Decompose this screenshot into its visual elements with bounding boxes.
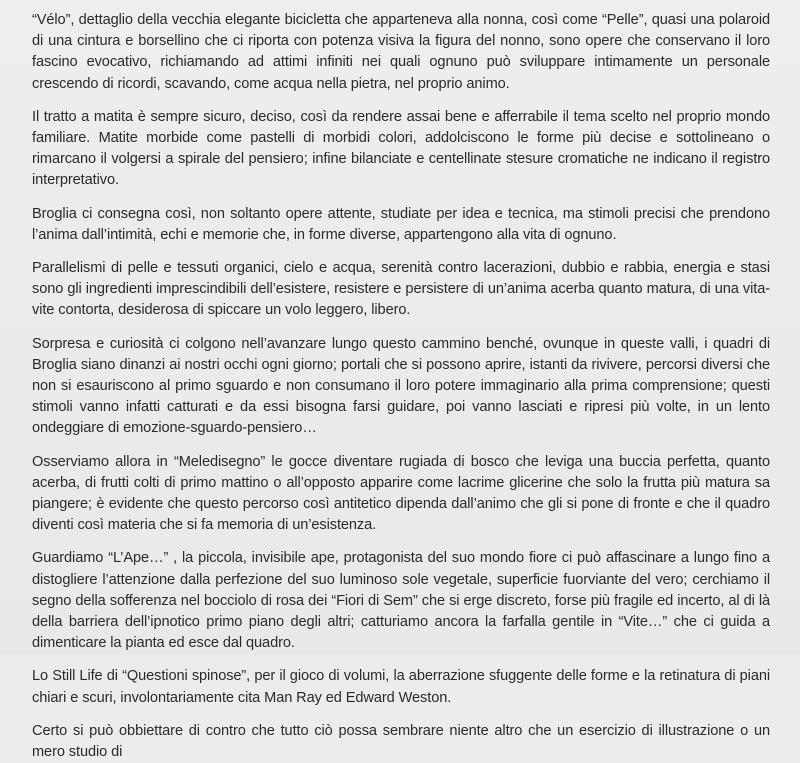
paragraph-parallelismi: Parallelismi di pelle e tessuti organici, cielo e acqua, serenità contro lacerazioni, dubbio e rabbia, energia e stasi sono gli ingredienti imprescindibili dell’esistere, resistere e persistere di un’anima acerba quanto matura, di una vita-vite contorta, desiderosa di spiccare un volo leggero, libero. bbox=[32, 260, 770, 319]
paragraph-velo-pelle: “Vélo”, dettaglio della vecchia elegante bicicletta che apparteneva alla nonna, così come “Pelle”, quasi una polaroid di una cintura e borsellino che ci riporta con potenza visiva la figura del nonno, sono opere che conservano il loro fascino evocativo, richiamando ad attimi infiniti nei quali ognuno può sviluppare intimamente un personale crescendo di ricordi, scavando, come acqua nella pietra, nel proprio animo. bbox=[32, 12, 770, 92]
paragraph-certo-obbiettare: Certo si può obbiettare di contro che tutto ciò possa sembrare niente altro che un esercizio di illustrazione o un mero studio di bbox=[32, 722, 770, 761]
article-body bbox=[32, 10, 770, 763]
paragraph-ape: Guardiamo “L’Ape…” , la piccola, invisibile ape, protagonista del suo mondo fiore ci può affascinare a lungo fino a distogliere l’attenzione dalla perfezione del suo luminoso sole vegetale, superficie fuorviante del vero; cerchiamo il segno della sofferenza nel bocciolo di rosa dei “Fiori di Sem” che si erge discreto, forse più fragile ed incerto, al di là della barriera dell’ipnotico primo piano degli altri; catturiamo ancora la farfalla gentile in “Vite…” che ci guida a dimenticare la pianta ed esce dal quadro. bbox=[32, 550, 770, 652]
paragraph-still-life: Lo Still Life di “Questioni spinose”, per il gioco di volumi, la aberrazione sfuggente delle forme e la retinatura di piani chiari e scuri, involontariamente cita Man Ray ed Edward Weston. bbox=[32, 668, 770, 706]
paragraph-sorpresa-curiosita: Sorpresa e curiosità ci colgono nell’avanzare lungo questo cammino benché, ovunque in queste valli, i quadri di Broglia siano dinanzi ai nostri occhi ogni giorno; portali che si possono aprire, istanti da rivivere, percorsi diversi che non si esauriscono al primo sguardo e non consumano il loro potere immaginario alla prima comprensione; questi stimoli vanno infatti catturati e da essi bisogna farsi guidare, poi vanno lasciati e ripresi più volte, in un lento ondeggiare di emozione-sguardo-pensiero… bbox=[32, 335, 770, 437]
paragraph-meledisegno: Osserviamo allora in “Meledisegno” le gocce diventare rugiada di bosco che leviga una buccia perfetta, quanto acerba, di frutti colti di primo mattino o all’opposto apparire come lacrime glicerine che solo la frutta più matura sa piangere; è evidente che questo percorso così antitetico dipenda dall’animo che gli si pone di fronte e che il quadro diventi così materia che si fa memoria di un’esistenza. bbox=[32, 453, 770, 534]
paragraph-broglia-consegna: Broglia ci consegna così, non soltanto opere attente, studiate per idea e tecnica, ma stimoli precisi che prendono l’anima dall’intimità, echi e memorie che, in forme diverse, appartengono alla vita di ognuno. bbox=[32, 205, 770, 243]
paragraph-tratto-matita: Il tratto a matita è sempre sicuro, deciso, così da rendere assai bene e afferrabile il tema scelto nel proprio mondo familiare. Matite morbide come pastelli di morbidi colori, addolciscono le forme più decise e sottolineano o rimarcano il volgersi a spirale del pensiero; infine bilanciate e centellinate stesure cromatiche ne indicano il registro interpretativo. bbox=[32, 108, 770, 189]
